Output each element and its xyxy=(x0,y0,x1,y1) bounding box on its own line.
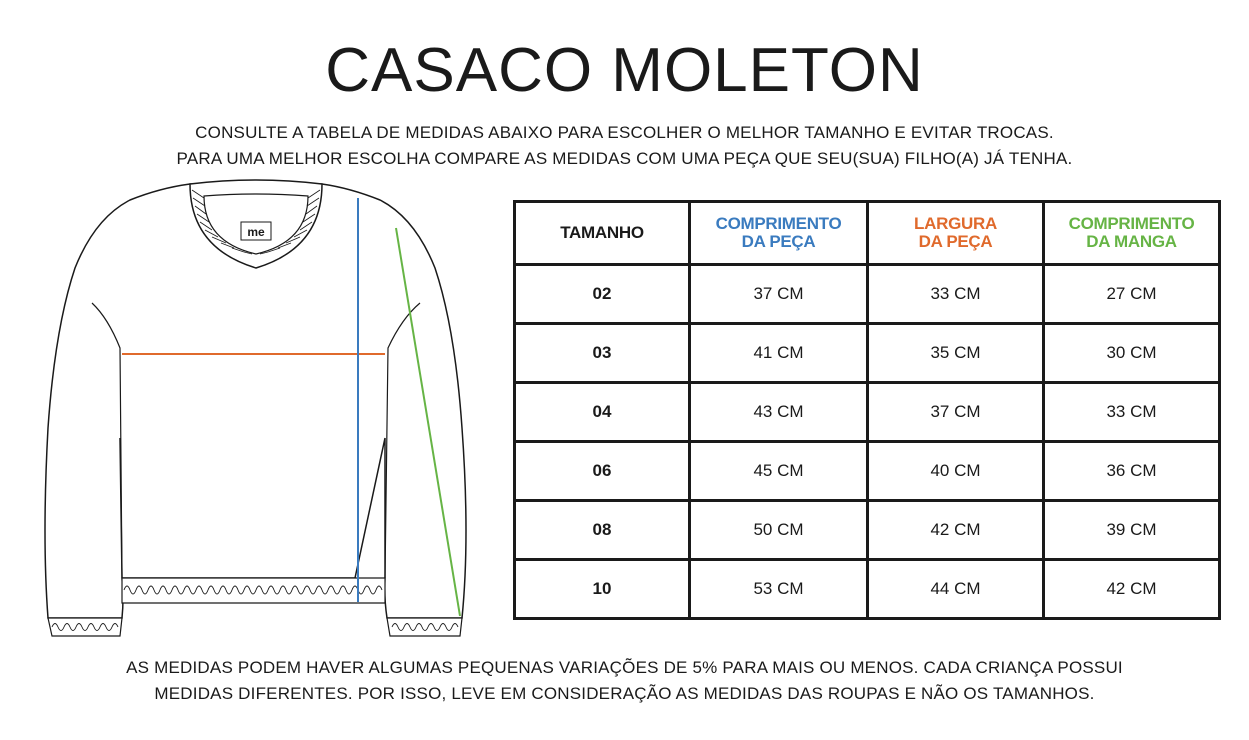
sleeve-cell: 27 CM xyxy=(1044,265,1220,324)
footer-line-2: MEDIDAS DIFERENTES. POR ISSO, LEVE EM CONSIDERAÇÃO AS MEDIDAS DAS ROUPAS E NÃO OS TAMANHOS. xyxy=(154,684,1095,703)
size-table xyxy=(513,200,1221,620)
width-cell: 37 CM xyxy=(868,383,1044,442)
header-length xyxy=(690,202,868,265)
length-cell: 45 CM xyxy=(690,442,868,501)
intro-line-1: CONSULTE A TABELA DE MEDIDAS ABAIXO PARA ESCOLHER O MELHOR TAMANHO E EVITAR TROCAS. xyxy=(195,123,1054,142)
header-size xyxy=(515,202,690,265)
table-row xyxy=(515,442,1220,501)
table-row xyxy=(515,383,1220,442)
size-cell: 08 xyxy=(515,501,690,560)
length-cell: 41 CM xyxy=(690,324,868,383)
sleeve-cell: 42 CM xyxy=(1044,560,1220,619)
table-row xyxy=(515,501,1220,560)
size-cell: 06 xyxy=(515,442,690,501)
width-cell: 44 CM xyxy=(868,560,1044,619)
sleeve-cell: 30 CM xyxy=(1044,324,1220,383)
header-length-line-2: DA PEÇA xyxy=(741,232,816,251)
intro-text xyxy=(0,120,1249,172)
footer-line-1: AS MEDIDAS PODEM HAVER ALGUMAS PEQUENAS VARIAÇÕES DE 5% PARA MAIS OU MENOS. CADA CRIANÇA POSSUI xyxy=(126,658,1123,677)
header-size-label: TAMANHO xyxy=(560,223,644,242)
table-row xyxy=(515,265,1220,324)
width-cell: 35 CM xyxy=(868,324,1044,383)
size-cell: 02 xyxy=(515,265,690,324)
width-cell: 33 CM xyxy=(868,265,1044,324)
header-sleeve-line-1: COMPRIMENTO xyxy=(1068,214,1195,233)
sleeve-cell: 36 CM xyxy=(1044,442,1220,501)
brand-label-text: me xyxy=(247,225,265,239)
left-cuff xyxy=(48,618,122,636)
width-cell: 40 CM xyxy=(868,442,1044,501)
length-cell: 50 CM xyxy=(690,501,868,560)
size-cell: 10 xyxy=(515,560,690,619)
table-header-row xyxy=(515,202,1220,265)
hem-rib xyxy=(122,578,385,603)
length-cell: 53 CM xyxy=(690,560,868,619)
header-sleeve-line-2: DA MANGA xyxy=(1086,232,1177,251)
sleeve-cell: 39 CM xyxy=(1044,501,1220,560)
length-cell: 37 CM xyxy=(690,265,868,324)
width-cell: 42 CM xyxy=(868,501,1044,560)
header-length-line-1: COMPRIMENTO xyxy=(715,214,842,233)
length-cell: 43 CM xyxy=(690,383,868,442)
size-cell: 03 xyxy=(515,324,690,383)
header-width-line-2: DA PEÇA xyxy=(918,232,993,251)
intro-line-2: PARA UMA MELHOR ESCOLHA COMPARE AS MEDIDAS COM UMA PEÇA QUE SEU(SUA) FILHO(A) JÁ TENHA. xyxy=(176,149,1073,168)
header-width-line-1: LARGURA xyxy=(914,214,997,233)
sweatshirt-illustration xyxy=(40,178,472,648)
sleeve-cell: 33 CM xyxy=(1044,383,1220,442)
table-row xyxy=(515,324,1220,383)
table-row xyxy=(515,560,1220,619)
page-title: CASACO MOLETON xyxy=(325,36,924,105)
size-cell: 04 xyxy=(515,383,690,442)
header-width xyxy=(868,202,1044,265)
footer-note xyxy=(0,655,1249,707)
header-sleeve xyxy=(1044,202,1220,265)
